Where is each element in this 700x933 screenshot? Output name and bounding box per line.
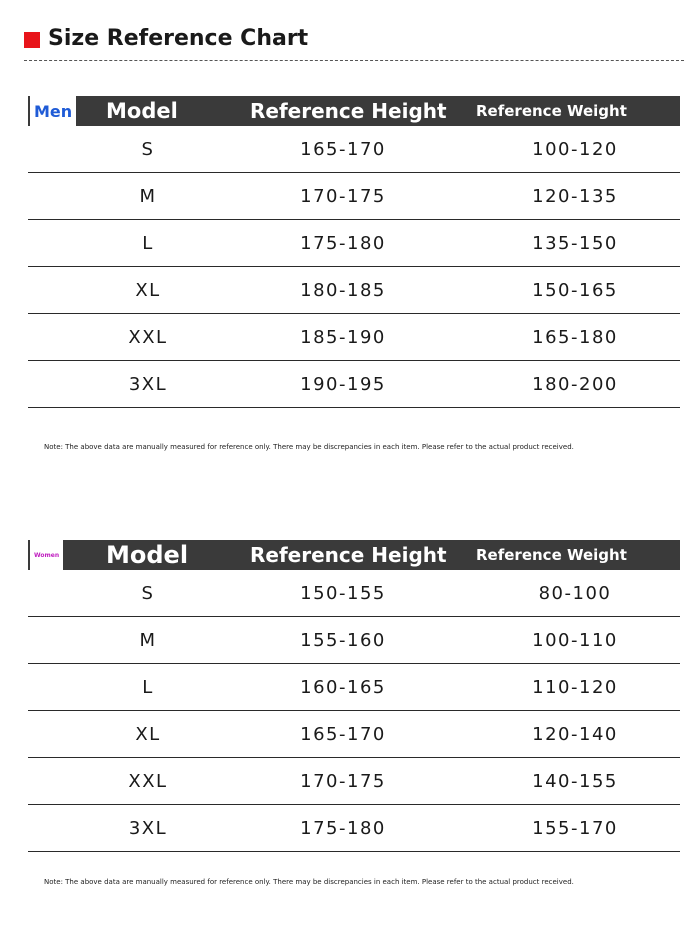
size-cell: S (141, 138, 155, 160)
weight-cell: 165-180 (532, 326, 618, 348)
table-row (28, 314, 680, 361)
table-row (28, 126, 680, 173)
height-cell: 180-185 (300, 279, 386, 301)
size-cell: S (141, 582, 155, 604)
size-cell: L (142, 676, 154, 698)
size-cell: XL (135, 723, 161, 745)
height-cell: 185-190 (300, 326, 386, 348)
weight-cell: 155-170 (532, 817, 618, 839)
size-cell: 3XL (128, 373, 168, 395)
table-row (28, 758, 680, 805)
height-cell: 160-165 (300, 676, 386, 698)
table-row (28, 805, 680, 852)
size-cell: XXL (128, 326, 168, 348)
weight-cell: 135-150 (532, 232, 618, 254)
men-table-header (28, 96, 680, 126)
height-cell: 165-170 (300, 138, 386, 160)
page-header (24, 26, 684, 61)
men-header-model: Model (106, 99, 178, 123)
table-row (28, 664, 680, 711)
size-cell: L (142, 232, 154, 254)
size-cell: M (139, 185, 157, 207)
table-row (28, 570, 680, 617)
weight-cell: 120-140 (532, 723, 618, 745)
size-cell: 3XL (128, 817, 168, 839)
men-tag: Men (30, 96, 76, 126)
table-row (28, 173, 680, 220)
title-marker-icon (24, 32, 40, 48)
table-row (28, 361, 680, 408)
weight-cell: 140-155 (532, 770, 618, 792)
men-size-table (28, 96, 680, 408)
height-cell: 150-155 (300, 582, 386, 604)
women-header-height: Reference Height (250, 543, 447, 567)
weight-cell: 110-120 (532, 676, 618, 698)
men-header-weight: Reference Weight (476, 102, 627, 120)
women-tag: Women (30, 540, 63, 570)
weight-cell: 120-135 (532, 185, 618, 207)
height-cell: 170-175 (300, 770, 386, 792)
height-cell: 190-195 (300, 373, 386, 395)
weight-cell: 180-200 (532, 373, 618, 395)
women-header-weight: Reference Weight (476, 546, 627, 564)
women-disclaimer-note: Note: The above data are manually measured for reference only. There may be discrepancies in each item. Please refer to the actual product received. (44, 878, 574, 886)
height-cell: 170-175 (300, 185, 386, 207)
women-size-table (28, 540, 680, 852)
weight-cell: 100-110 (532, 629, 618, 651)
table-row (28, 711, 680, 758)
height-cell: 175-180 (300, 232, 386, 254)
table-row (28, 267, 680, 314)
men-disclaimer-note: Note: The above data are manually measured for reference only. There may be discrepancies in each item. Please refer to the actual product received. (44, 443, 574, 451)
page-title: Size Reference Chart (48, 26, 309, 51)
size-cell: M (139, 629, 157, 651)
table-row (28, 220, 680, 267)
weight-cell: 100-120 (532, 138, 618, 160)
women-header-model: Model (106, 541, 189, 569)
women-table-header (28, 540, 680, 570)
height-cell: 165-170 (300, 723, 386, 745)
size-cell: XL (135, 279, 161, 301)
weight-cell: 150-165 (532, 279, 618, 301)
height-cell: 155-160 (300, 629, 386, 651)
height-cell: 175-180 (300, 817, 386, 839)
size-cell: XXL (128, 770, 168, 792)
weight-cell: 80-100 (538, 582, 612, 604)
men-header-height: Reference Height (250, 99, 447, 123)
table-row (28, 617, 680, 664)
